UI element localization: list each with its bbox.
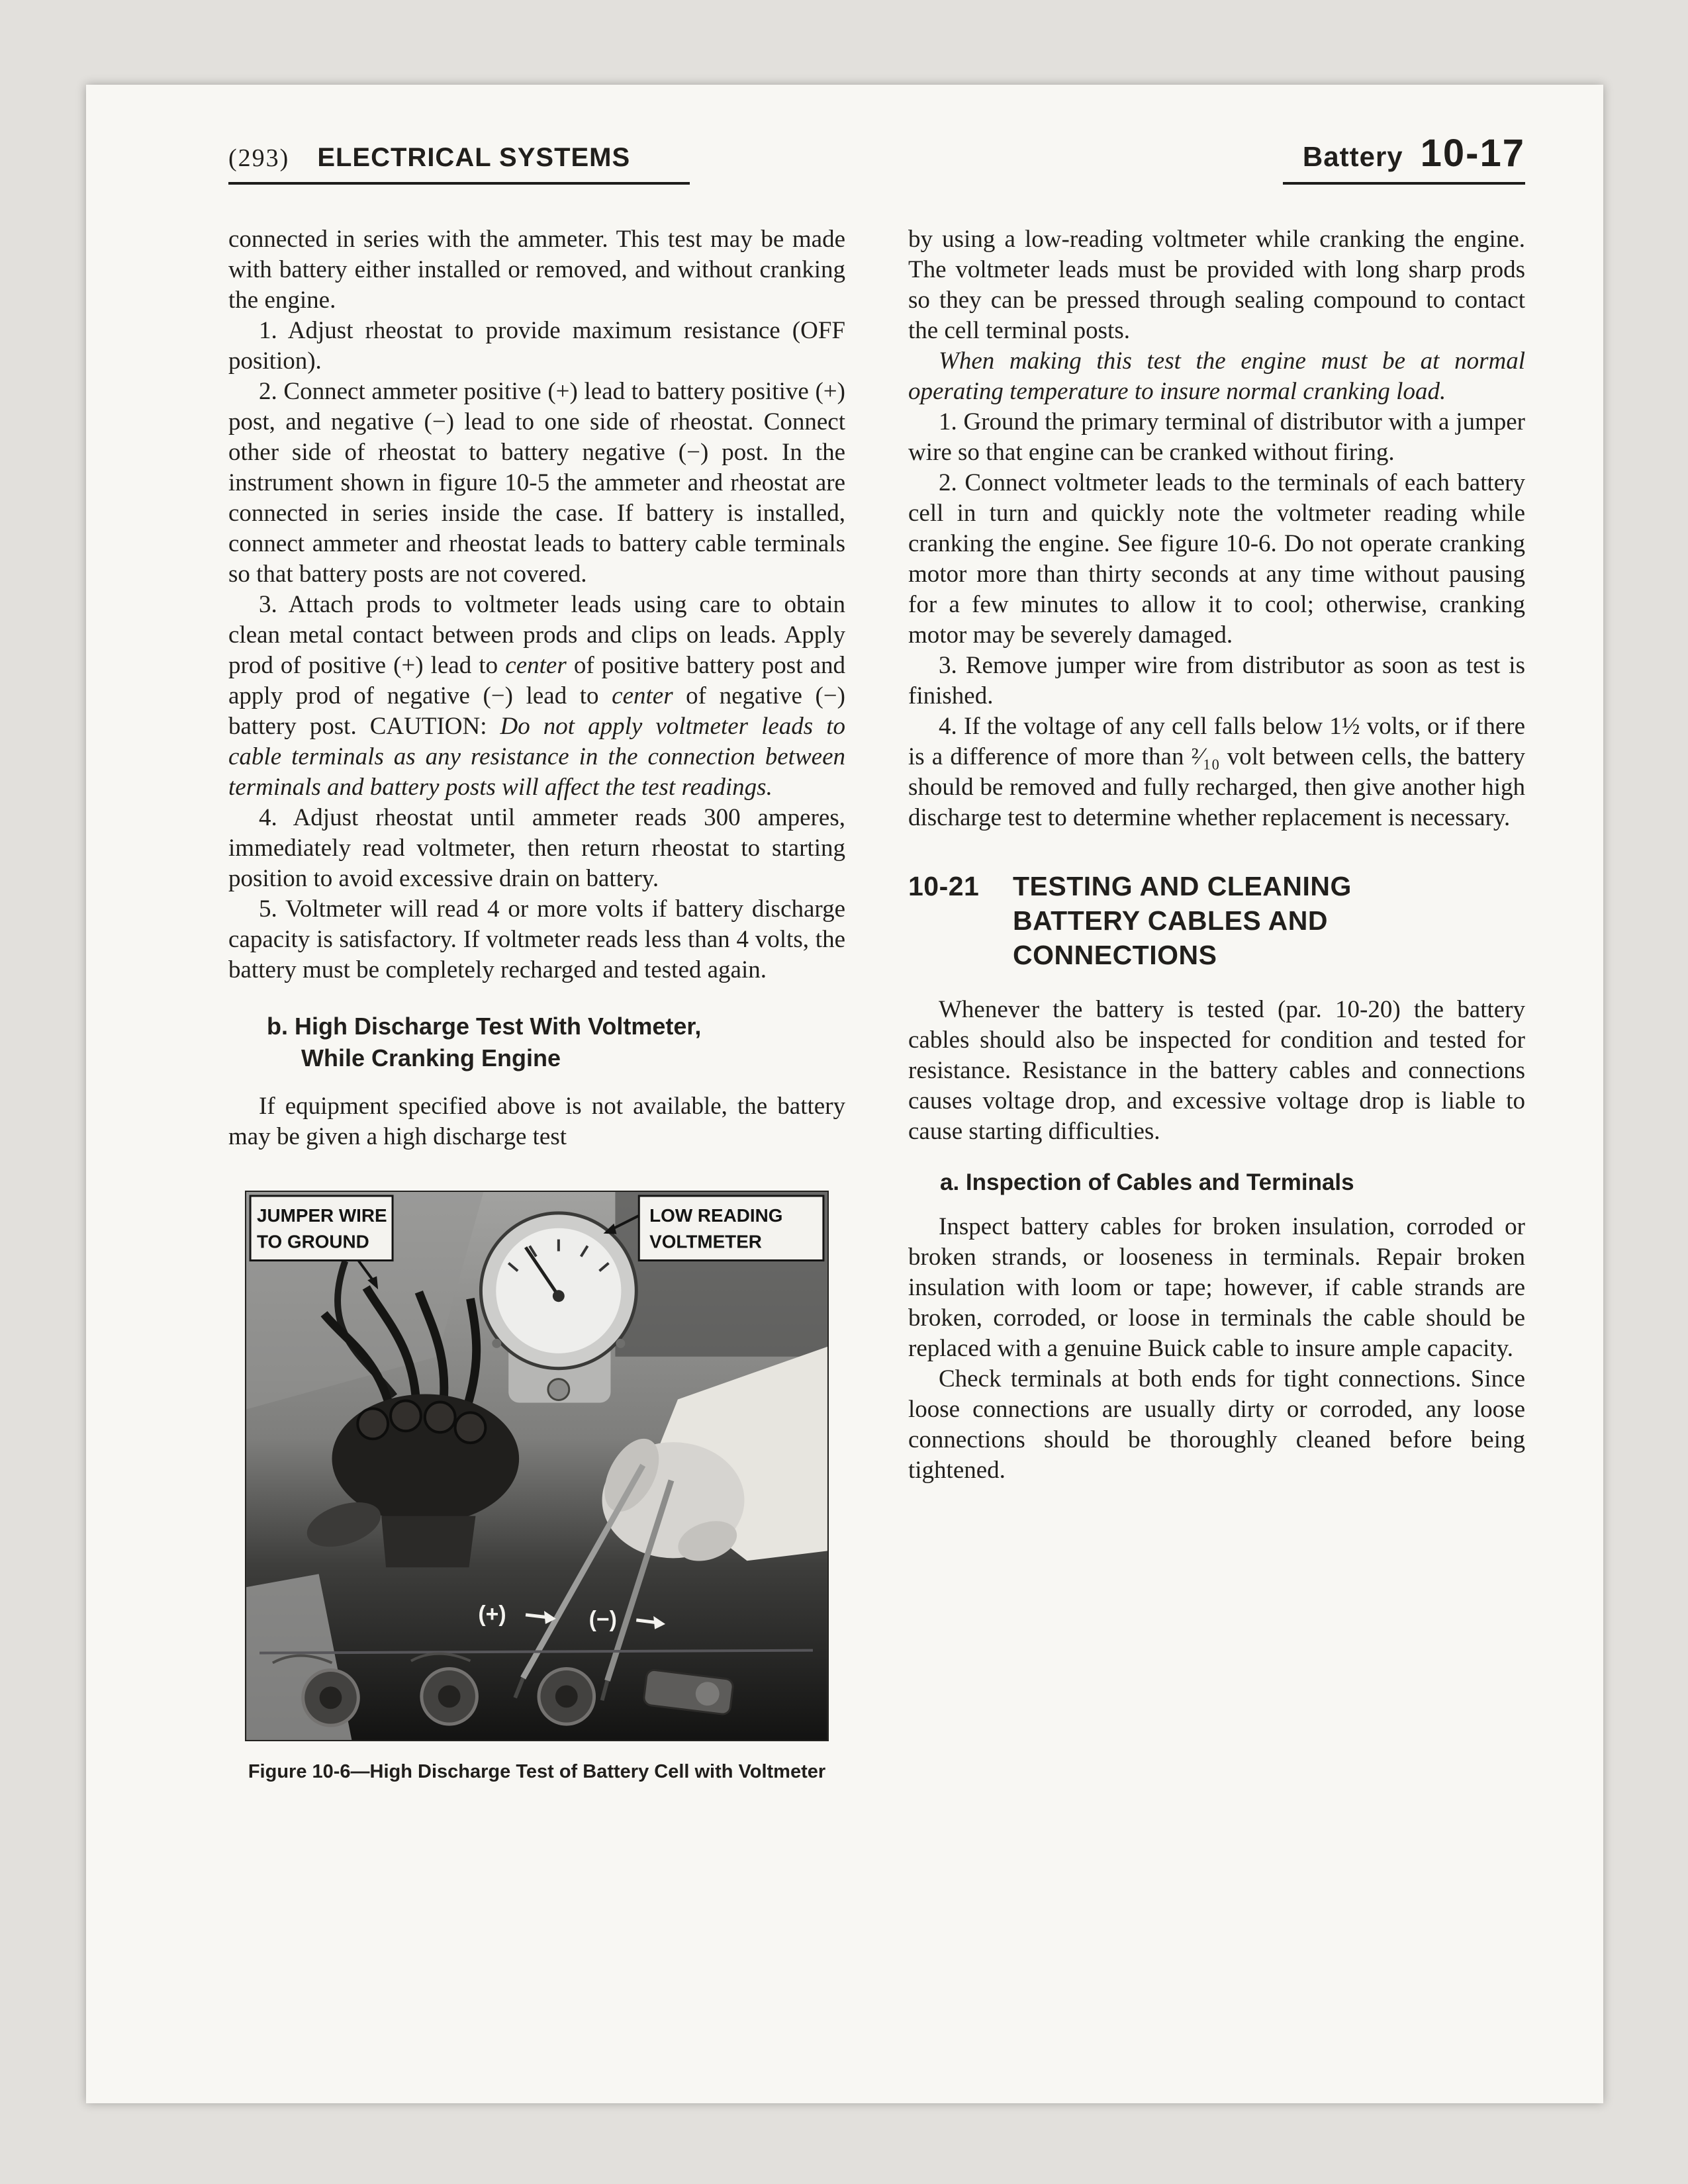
paragraph-if-equipment: If equipment specified above is not available, the battery may be given a high discharge test <box>228 1093 845 1150</box>
page-number: (293) <box>228 144 290 172</box>
chapter-page-number: 10-17 <box>1420 132 1525 175</box>
text-columns <box>228 224 1525 1783</box>
paragraph-continued: by using a low-reading voltmeter while cranking the engine. The voltmeter leads must be provided with long sharp prods so they can be pressed through sealing compound to contact the cell terminal posts. <box>908 226 1525 344</box>
figure-10-6 <box>245 1191 829 1783</box>
header-left <box>228 143 690 185</box>
step-1: 1. Ground the primary terminal of distributor with a jumper wire so that engine can be cranked without firing. <box>908 408 1525 466</box>
step-5: 5. Voltmeter will read 4 or more volts if battery discharge capacity is satisfactory. If voltmeter reads less than 4 volts, the battery must be completely recharged and tested again. <box>228 895 845 983</box>
step-1: 1. Adjust rheostat to provide maximum resistance (OFF position). <box>228 317 845 375</box>
voltmeter-callout-line2: VOLTMETER <box>649 1231 762 1252</box>
subsection-b-heading-line1: b. High Discharge Test With Voltmeter, <box>267 1013 702 1040</box>
header-right <box>1283 131 1525 185</box>
paragraph-check: Check terminals at both ends for tight connections. Since loose connections are usually dirty or corroded, any loose connections should be thoroughly cleaned before being tightened. <box>908 1365 1525 1484</box>
step-3 <box>228 590 845 803</box>
step-2: 2. Connect voltmeter leads to the terminals of each battery cell in turn and quickly note the voltmeter reading while cranking the engine. See figure 10-6. Do not operate cranking motor more than thirty seconds at any time without pausing for a few minutes to allow it to cool; otherwise, cranking motor may be severely damaged. <box>908 469 1525 649</box>
section-title-line1: TESTING AND CLEANING <box>1013 871 1352 901</box>
chapter-title: Battery <box>1302 141 1403 172</box>
subsection-a-heading: a. Inspection of Cables and Terminals <box>940 1169 1354 1195</box>
figure-photo <box>245 1191 829 1741</box>
step-4: 4. Adjust rheostat until ammeter reads 300 amperes, immediately read voltmeter, then return rheostat to starting position to avoid excessive drain on battery. <box>228 804 845 892</box>
step-3-text-2: of positive battery post and apply prod of negative (−) lead to <box>228 652 846 709</box>
step-3: 3. Remove jumper wire from distributor as soon as test is finished. <box>908 652 1525 709</box>
step-3-text: 3. Attach prods to voltmeter leads using care to obtain clean metal contact between prods and clips on leads. Apply prod of positive (+) lead to <box>228 591 845 679</box>
section-title-line3: CONNECTIONS <box>1013 940 1217 970</box>
right-column <box>908 224 1525 1783</box>
step-3-italic-center-1: center <box>505 652 567 679</box>
paragraph-inspect: Inspect battery cables for broken insulation, corroded or broken strands, or looseness in terminals. Repair broken insulation with loom or tape; however, if cable strands are broken, corroded, or loose in terminals the cable should be replaced with a genuine Buick cable to insure ample capacity. <box>908 1213 1525 1362</box>
negative-marker: (−) <box>588 1606 617 1632</box>
subsection-b-heading-line2: While Cranking Engine <box>301 1044 561 1071</box>
figure-caption: Figure 10-6—High Discharge Test of Battery Cell with Voltmeter <box>248 1761 826 1782</box>
section-title-line2: BATTERY CABLES AND <box>1013 905 1328 936</box>
page-header <box>228 131 1525 185</box>
section-number: 10-21 <box>908 871 980 901</box>
voltmeter-callout-line1: LOW READING <box>649 1205 783 1226</box>
paragraph-whenever: Whenever the battery is tested (par. 10-20) the battery cables should also be inspected for condition and tested for resistance. Resistance in the battery cables and connections causes voltage drop, and excessive voltage drop is liable to cause starting difficulties. <box>908 996 1525 1145</box>
subsection-b-heading <box>228 1011 845 1074</box>
section-title <box>1013 869 1352 972</box>
left-column <box>228 224 845 1783</box>
step-2: 2. Connect ammeter positive (+) lead to battery positive (+) post, and negative (−) lead to one side of rheostat. Connect other side of rheostat to battery negative (−) post. In the instrument shown in figure 10-5 the ammeter and rheostat are connected in series inside the case. If battery is installed, connect ammeter and rheostat leads to battery cable terminals so that battery posts are not covered. <box>228 378 845 588</box>
jumper-wire-callout-line1: JUMPER WIRE <box>257 1205 387 1226</box>
section-10-21-heading <box>908 869 1525 972</box>
step-3-caution-italic: Do not apply voltmeter leads to cable terminals as any resistance in the connection between terminals and battery posts will affect the test readings. <box>228 713 845 801</box>
paragraph-italic-note: When making this test the engine must be at normal operating temperature to insure normal cranking load. <box>908 347 1525 405</box>
positive-marker: (+) <box>478 1601 506 1627</box>
step-3-italic-center-2: center <box>612 682 673 709</box>
section-running-title: ELECTRICAL SYSTEMS <box>317 143 631 172</box>
step-3-text-3: of negative (−) battery post. CAUTION: <box>228 682 845 740</box>
step-4: 4. If the voltage of any cell falls below 1½ volts, or if there is a difference of more than ²⁄₁₀ volt between cells, the battery should be removed and fully recharged, then give another high discharge test to determine whether replacement is necessary. <box>908 713 1525 831</box>
manual-page <box>86 85 1603 2103</box>
paragraph-continued: connected in series with the ammeter. This test may be made with battery either installed or removed, and without cranking the engine. <box>228 226 845 314</box>
voltmeter-knob <box>548 1379 569 1400</box>
jumper-wire-callout-line2: TO GROUND <box>257 1231 369 1252</box>
